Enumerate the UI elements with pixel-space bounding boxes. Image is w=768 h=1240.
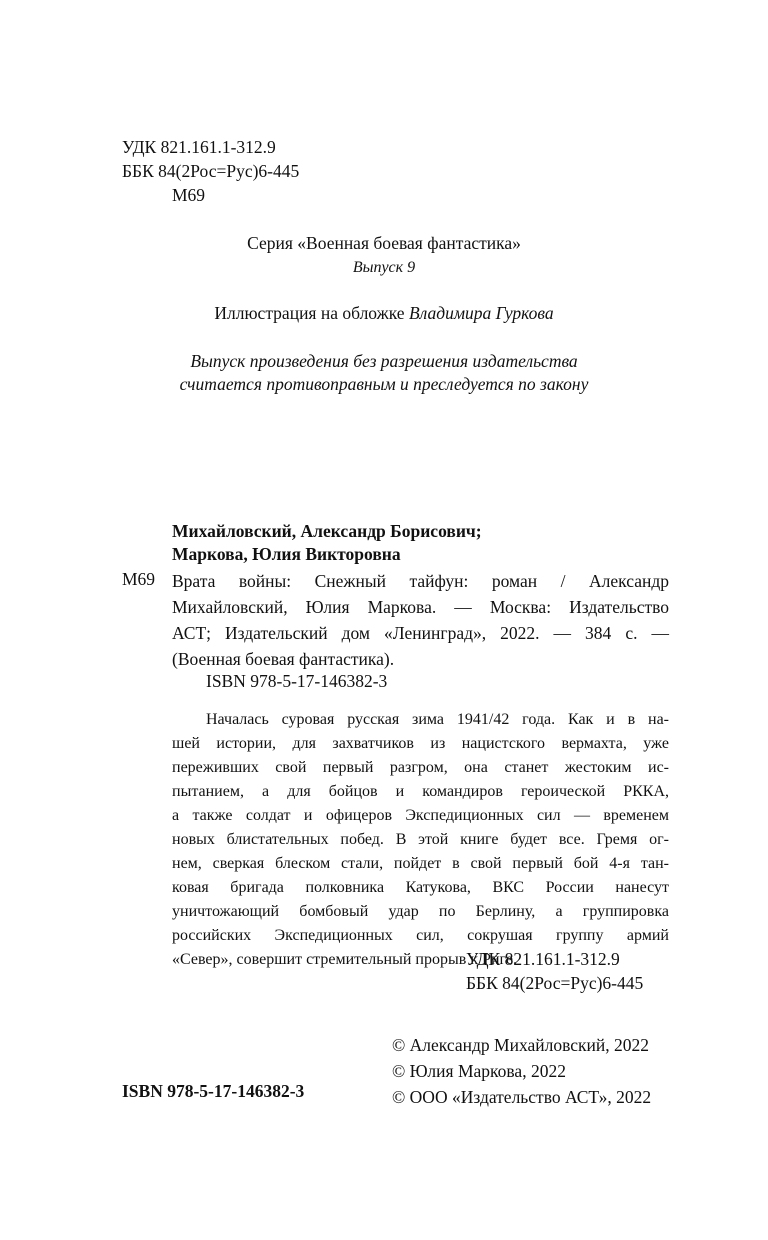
bibliographic-line: АСТ; Издательский дом «Ленинград», 2022. — 384 с. — (172, 623, 669, 643)
bibliographic-line: Врата войны: Снежный тайфун: роман / Александр (172, 571, 669, 591)
udk-code-bottom: УДК 821.161.1-312.9 (466, 949, 620, 969)
bibliographic-description (172, 568, 669, 672)
series-issue: Выпуск 9 (352, 259, 416, 276)
author-code-entry: М69 (122, 569, 156, 589)
annotation-line: переживших свой первый разгром, она станет жестоким ис- (172, 759, 669, 776)
annotation-line: нем, сверкая блеском стали, пойдет в свой первый бой 4-я тан- (172, 855, 669, 872)
copyright-line: © Юлия Маркова, 2022 (392, 1061, 566, 1081)
isbn-bottom: ISBN 978-5-17-146382-3 (122, 1081, 305, 1101)
annotation-line: ковая бригада полковника Катукова, ВКС России нанесут (172, 879, 669, 896)
legal-notice (0, 350, 768, 396)
bbk-code-top: ББК 84(2Рос=Рус)6-445 (122, 161, 300, 181)
author-code-top: М69 (172, 185, 206, 205)
annotation-line: новых блистательных побед. В этой книге будет все. Гремя ог- (172, 831, 669, 848)
bibliographic-line: (Военная боевая фантастика). (172, 649, 395, 669)
copyright-line: © Александр Михайловский, 2022 (392, 1035, 649, 1055)
series-title: Серия «Военная боевая фантастика» (247, 233, 521, 253)
illustration-credit (0, 302, 768, 325)
annotation-line: российских Экспедиционных сил, сокрушая группу армий (172, 927, 669, 944)
annotation-line: шей истории, для захватчиков из нацистского вермахта, уже (172, 735, 669, 752)
annotation-line: Началась суровая русская зима 1941/42 года. Как и в на- (206, 711, 669, 728)
bbk-code-bottom: ББК 84(2Рос=Рус)6-445 (466, 973, 644, 993)
illustration-prefix: Иллюстрация на обложке (214, 303, 409, 323)
legal-notice-line: Выпуск произведения без разрешения издательства (190, 351, 578, 371)
udk-code-top: УДК 821.161.1-312.9 (122, 137, 276, 157)
annotation-line: «Север», совершит стремительный прорыв к Риге. (172, 951, 517, 968)
annotation-line: пытанием, а для бойцов и командиров героической РККА, (172, 783, 669, 800)
copyright-line: © ООО «Издательство АСТ», 2022 (392, 1087, 652, 1107)
annotation-line: а также солдат и офицеров Экспедиционных сил — временем (172, 807, 669, 824)
author-name: Михайловский, Александр Борисович; (172, 521, 482, 541)
illustration-artist: Владимира Гуркова (408, 303, 554, 323)
author-name: Маркова, Юлия Викторовна (172, 543, 401, 564)
bibliographic-line: Михайловский, Юлия Маркова. — Москва: Издательство (172, 597, 669, 617)
legal-notice-line: считается противоправным и преследуется по закону (179, 373, 589, 394)
authors-heading (172, 520, 482, 566)
annotation-line: уничтожающий бомбовый удар по Берлину, а группировка (172, 903, 669, 920)
isbn-entry: ISBN 978-5-17-146382-3 (206, 671, 388, 691)
annotation (172, 708, 669, 972)
copyright-block (392, 1032, 651, 1110)
